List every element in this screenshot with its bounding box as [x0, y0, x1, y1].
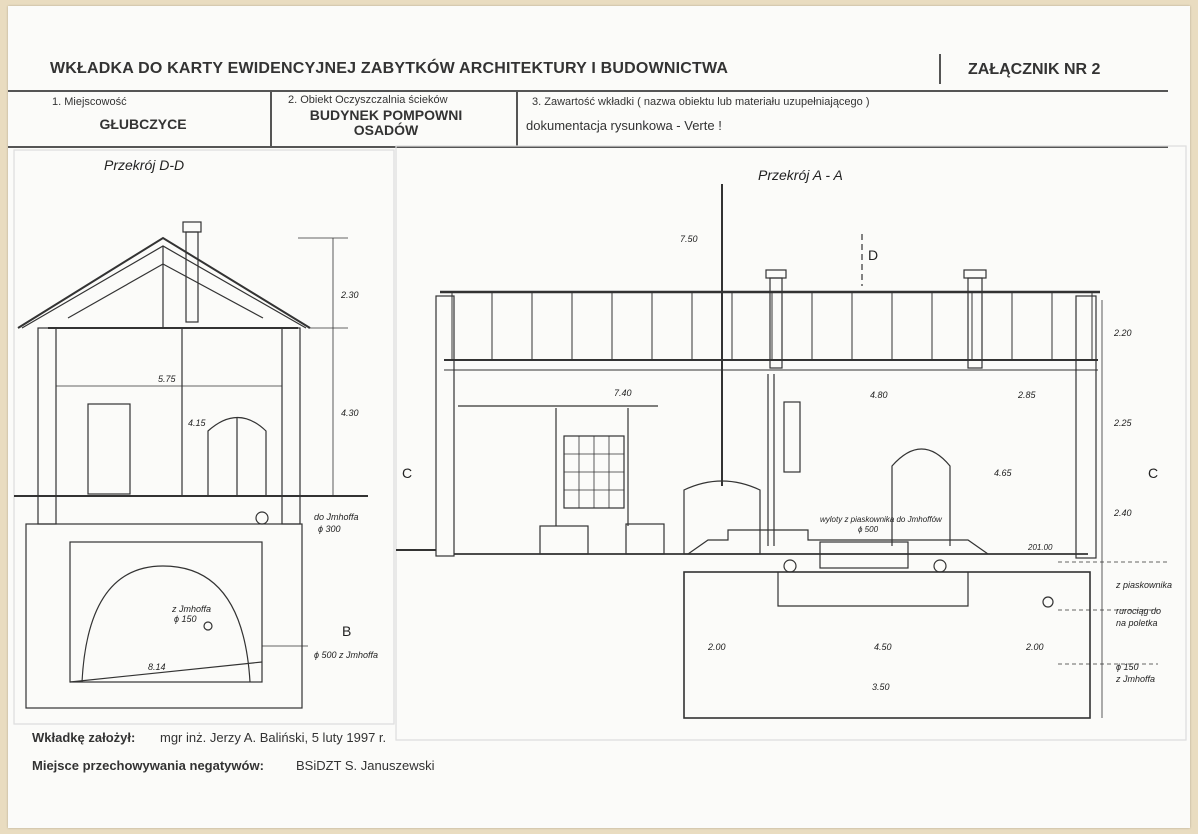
note-left-1: ϕ 300 — [318, 524, 341, 534]
marker-c-left: C — [402, 465, 413, 481]
content-value: dokumentacja rysunkowa - Verte ! — [526, 118, 722, 133]
dim-right-7: 2.40 — [1114, 508, 1132, 518]
note-right-1: ϕ 500 — [858, 525, 879, 534]
note-left-0: do Jmhoffa — [314, 512, 359, 522]
tank-inner — [70, 542, 262, 682]
arched-door-a — [892, 449, 950, 546]
dim-left-1: 5.75 — [158, 374, 176, 384]
founder-label: Wkładkę założył: — [32, 730, 136, 745]
chimney-cap — [183, 222, 201, 232]
wall-a-right — [1076, 296, 1096, 558]
dim-right-6: 2.25 — [1114, 418, 1132, 428]
note-right-0: wyloty z piaskownika do Jmhoffów — [820, 515, 942, 524]
roof-outline — [18, 238, 310, 328]
note-left-2: z Jmhoffa — [172, 604, 212, 614]
note-right-3: rurociąg do — [1116, 606, 1162, 616]
channel-box — [820, 542, 908, 568]
left-section-title: Przekrój D-D — [104, 157, 185, 173]
inventory-card-sheet — [8, 6, 1190, 828]
dim-right-0: 7.50 — [680, 234, 698, 244]
pump-1 — [540, 526, 588, 554]
architectural-drawing — [8, 6, 1190, 828]
right-section-title: Przekrój A - A — [758, 167, 843, 183]
note-right-5: ϕ 150 — [1116, 662, 1139, 672]
founder-value: mgr inż. Jerzy A. Baliński, 5 luty 1997 r. — [160, 730, 387, 745]
dim-right-5: 2.20 — [1114, 328, 1132, 338]
object-value-line2: OSADÓW — [353, 122, 419, 138]
narrow-window — [784, 402, 800, 472]
tank-dome — [82, 566, 250, 682]
pipe-a-1 — [784, 560, 796, 572]
wall-right — [282, 328, 300, 524]
storage-value: BSiDZT S. Januszewski — [296, 758, 435, 773]
note-right-2: z piaskownika — [1116, 580, 1173, 590]
tank-slope — [70, 662, 262, 682]
card-title: WKŁADKA DO KARTY EWIDENCYJNEJ ZABYTKÓW ARCHITEKTURY I BUDOWNICTWA — [50, 60, 729, 77]
chimney-1-cap — [766, 270, 786, 278]
content-label: 3. Zawartość wkładki ( nazwa obiektu lub materiału uzupełniającego ) — [532, 96, 870, 108]
dim-right-2: 4.80 — [870, 390, 888, 400]
dim-right-1: 7.40 — [614, 388, 632, 398]
dim-right-4: 4.65 — [994, 468, 1012, 478]
left-drawing-panel — [14, 150, 394, 724]
wall-a-left — [436, 296, 454, 556]
pipe-a-2 — [934, 560, 946, 572]
note-right-6: z Jmhoffa — [1116, 674, 1156, 684]
wall-left — [38, 328, 56, 524]
object-value-line1: BUDYNEK POMPOWNI — [309, 107, 463, 123]
marker-c-right: C — [1148, 465, 1159, 481]
door-left — [88, 404, 130, 494]
location-label: 1. Miejscowość — [52, 96, 127, 108]
dim-left-3: 4.30 — [341, 408, 359, 418]
pipe-a-3 — [1043, 597, 1053, 607]
object-label: 2. Obiekt Oczyszczalnia ścieków — [288, 94, 448, 106]
truss-verticals — [452, 292, 1092, 360]
dim-right-11: 3.50 — [872, 682, 890, 692]
section-d-d — [14, 222, 368, 708]
dim-left-2: 4.15 — [188, 418, 206, 428]
basement-channel — [778, 572, 968, 606]
pipe-center — [204, 622, 212, 630]
section-a-a — [396, 184, 1168, 718]
pipe-left — [256, 512, 268, 524]
dim-right-10: 2.00 — [1026, 642, 1044, 652]
storage-label: Miejsce przechowywania negatywów: — [32, 758, 264, 773]
dim-right-3: 2.85 — [1018, 390, 1036, 400]
dim-right-9: 4.50 — [874, 642, 892, 652]
annex-number: ZAŁĄCZNIK NR 2 — [968, 61, 1101, 78]
note-right-7: 201.00 — [1028, 543, 1053, 552]
strut-left — [68, 264, 163, 318]
chimney-2-cap — [964, 270, 986, 278]
note-left-5: 8.14 — [148, 662, 166, 672]
tank-outline — [26, 524, 302, 708]
pump-tank — [684, 481, 760, 554]
roof-inner — [22, 246, 306, 328]
dim-right-8: 2.00 — [708, 642, 726, 652]
right-drawing-panel — [396, 146, 1186, 740]
note-left-4: ϕ 500 z Jmhoffa — [314, 650, 379, 660]
note-left-3: ϕ 150 — [174, 614, 197, 624]
pump-2 — [626, 524, 664, 554]
marker-b: B — [342, 623, 352, 639]
location-value: GŁUBCZYCE — [99, 116, 187, 132]
note-right-4: na poletka — [1116, 618, 1158, 628]
dim-left-0: 2.30 — [341, 290, 359, 300]
marker-d: D — [868, 247, 879, 263]
